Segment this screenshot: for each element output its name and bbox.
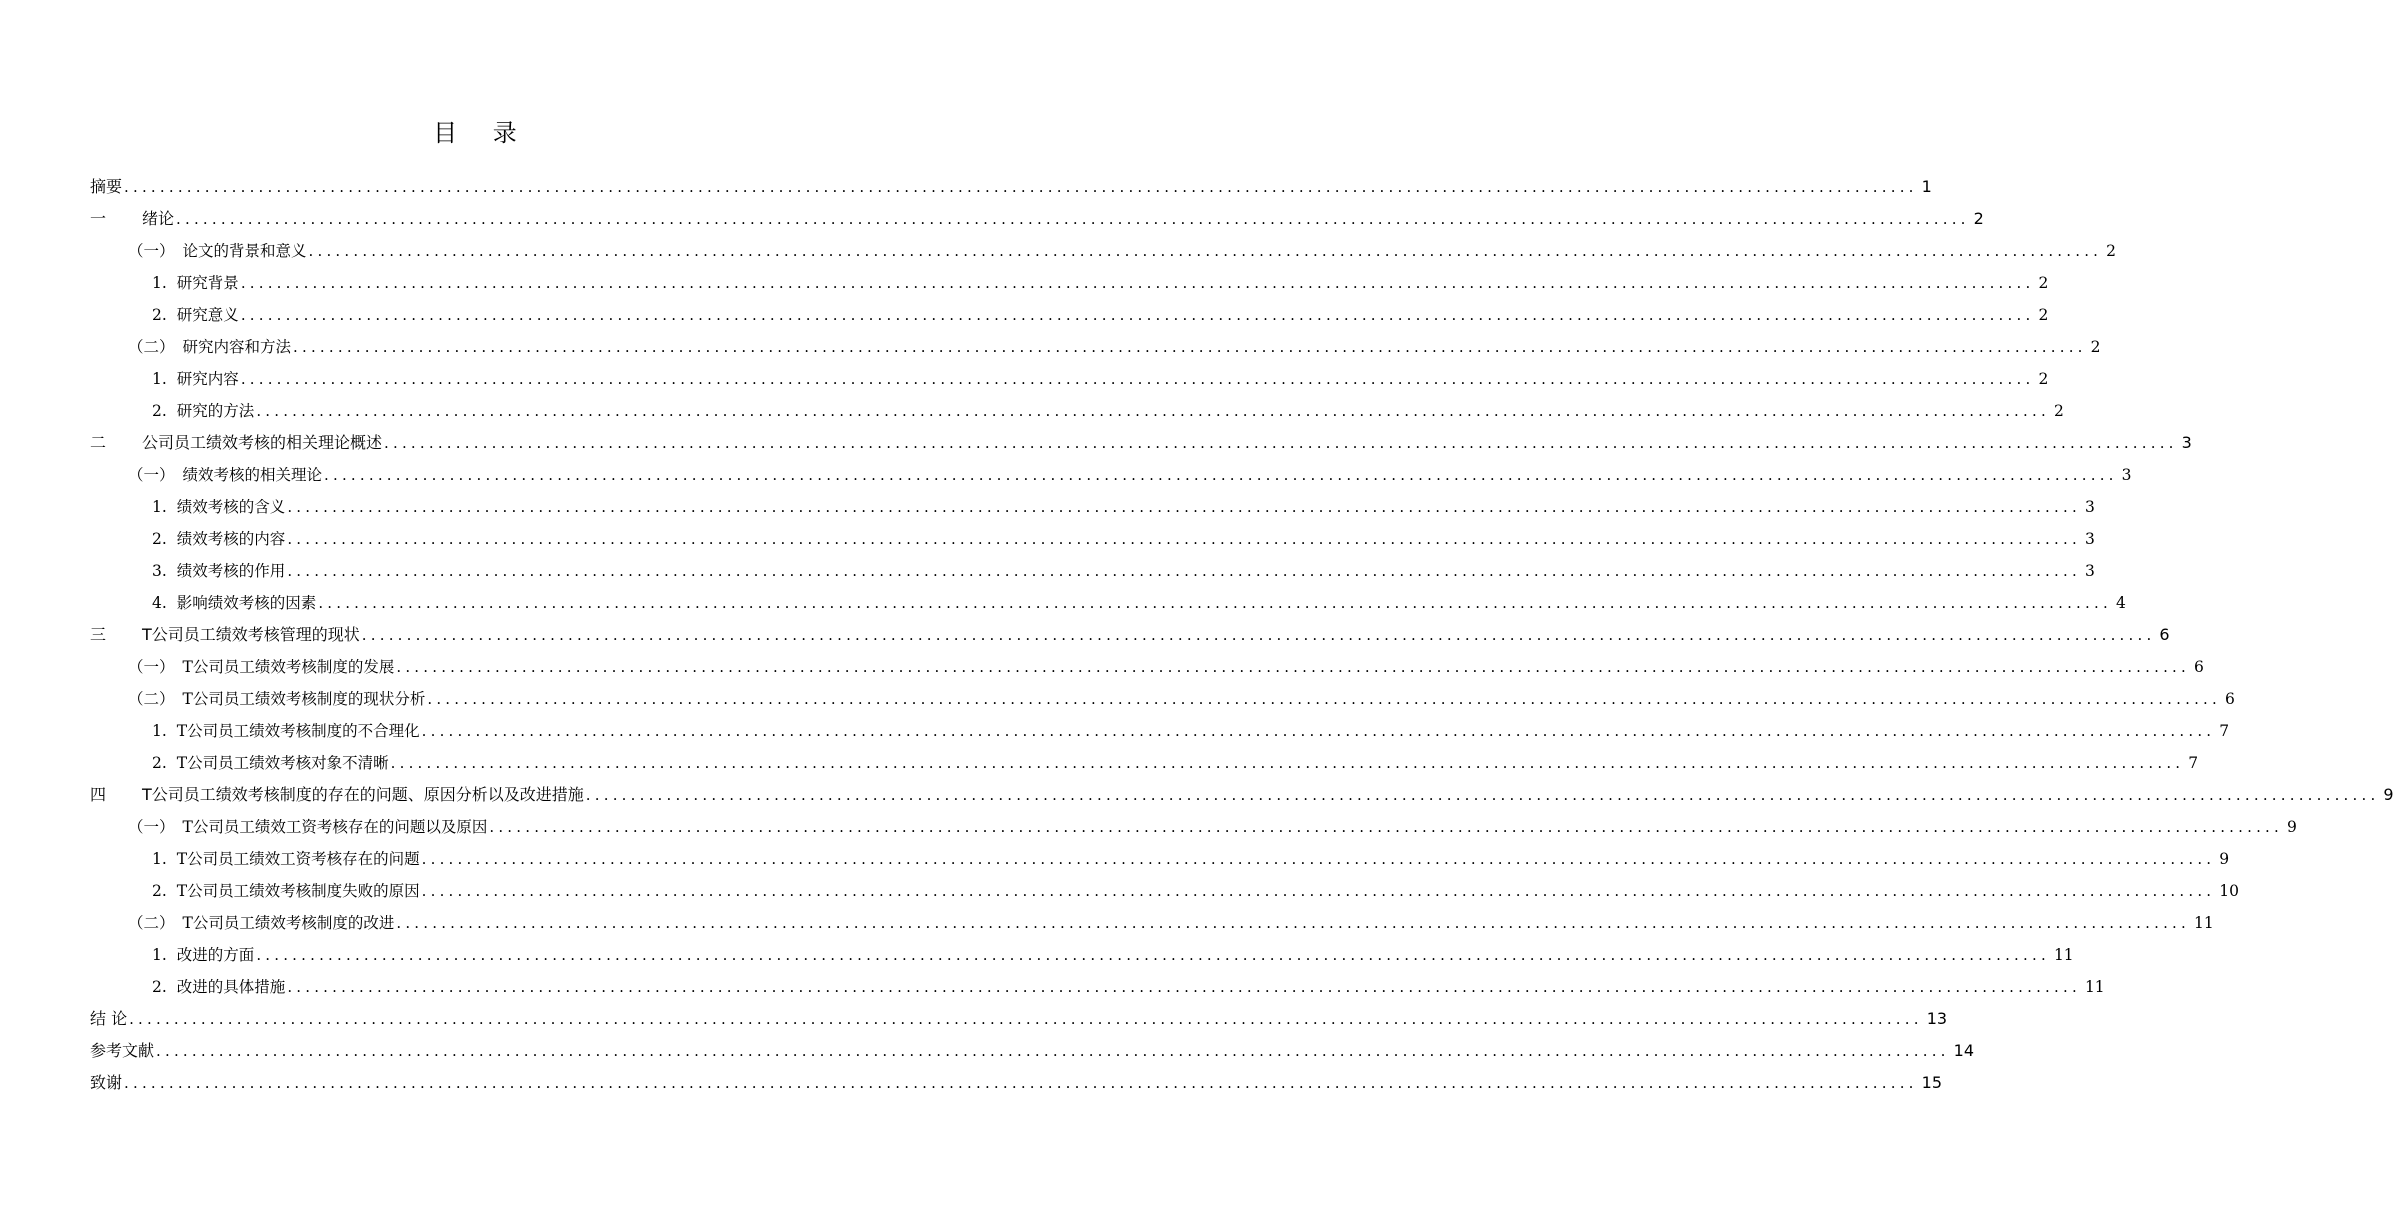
toc-entry[interactable] (90, 779, 2394, 811)
toc-entry-page-number: 2 (2106, 242, 2117, 260)
dot-leader: ........................................................................................................................................................................................................ (390, 754, 2185, 772)
toc-entry[interactable] (90, 235, 2117, 267)
toc-entry[interactable] (90, 747, 2199, 779)
toc-entry-page-number: 1 (1921, 177, 1932, 196)
toc-entry-text: 研究的方法 (176, 402, 255, 420)
toc-entry[interactable] (90, 587, 2126, 619)
toc-entry-number: 二 (90, 433, 107, 452)
dot-leader: ........................................................................................................................................................................................................ (361, 626, 2156, 644)
toc-entry-label (152, 587, 316, 619)
toc-entry-page-number: 11 (2084, 978, 2105, 996)
toc-entry-label (128, 683, 425, 715)
dot-leader: ........................................................................................................................................................................................................ (156, 1042, 1950, 1060)
toc-entry[interactable] (90, 971, 2105, 1003)
toc-entry-number: 三 (90, 625, 107, 644)
toc-title: 目 录 (433, 119, 531, 147)
toc-entry-label (152, 555, 285, 587)
toc-entry-text: T公司员工绩效工资考核存在的问题以及原因 (182, 818, 488, 836)
dot-leader: ........................................................................................................................................................................................................ (318, 594, 2112, 612)
toc-entry-text: 绩效考核的含义 (176, 498, 286, 516)
dot-leader: ........................................................................................................................................................................................................ (256, 946, 2050, 964)
toc-entry-label (152, 715, 420, 747)
toc-entry-page-number: 9 (2383, 785, 2394, 804)
toc-entry-page-number: 9 (2219, 850, 2230, 868)
toc-entry[interactable] (90, 331, 2101, 363)
toc-entry-text: 研究内容和方法 (182, 338, 292, 356)
toc-entry[interactable] (90, 683, 2235, 715)
toc-entry-text: 摘要 (90, 177, 123, 196)
toc-entry-label (152, 971, 285, 1003)
toc-entry-text: 参考文献 (90, 1041, 155, 1060)
toc-entry[interactable] (90, 907, 2214, 939)
dot-leader: ........................................................................................................................................................................................................ (129, 1010, 1923, 1028)
toc-entry-number: 3. (152, 562, 167, 580)
toc-entry-page-number: 3 (2121, 466, 2132, 484)
toc-entry[interactable] (90, 939, 2074, 971)
toc-entry[interactable] (90, 1035, 1974, 1067)
toc-entry-number: 2. (152, 754, 167, 772)
toc-entry-page-number: 6 (2159, 625, 2170, 644)
toc-entry-text: 研究内容 (176, 370, 239, 388)
toc-entry[interactable] (90, 427, 2192, 459)
toc-entry-number: （一） (128, 466, 175, 484)
dot-leader: ........................................................................................................................................................................................................ (240, 274, 2035, 292)
toc-entry[interactable] (90, 555, 2095, 587)
toc-entry[interactable] (90, 619, 2170, 651)
toc-entry-number: （一） (128, 242, 175, 260)
toc-entry-label (90, 427, 382, 459)
toc-entry-text: 研究意义 (176, 306, 239, 324)
toc-entry-page-number: 13 (1926, 1009, 1948, 1028)
toc-entry-number: 2. (152, 978, 167, 996)
toc-entry-page-number: 11 (2193, 914, 2214, 932)
toc-entry-page-number: 6 (2224, 690, 2235, 708)
toc-entry-label (152, 875, 420, 907)
toc-entry-number: （二） (128, 338, 175, 356)
toc-entry-label (152, 747, 389, 779)
toc-entry-page-number: 14 (1953, 1041, 1974, 1060)
toc-entry-page-number: 7 (2219, 722, 2230, 740)
toc-entry[interactable] (90, 875, 2239, 907)
toc-entry-text: 论文的背景和意义 (182, 242, 307, 260)
toc-entry-label (90, 779, 584, 811)
dot-leader: ........................................................................................................................................................................................................ (324, 466, 2118, 484)
toc-entry-page-number: 3 (2084, 530, 2095, 548)
dot-leader: ........................................................................................................................................................................................................ (176, 210, 1970, 228)
toc-entry[interactable] (90, 171, 1932, 203)
dot-leader: ........................................................................................................................................................................................................ (421, 882, 2216, 900)
toc-entry[interactable] (90, 1067, 1942, 1099)
toc-entry-text: T公司员工绩效考核对象不清晰 (176, 754, 389, 772)
dot-leader: ........................................................................................................................................................................................................ (421, 722, 2216, 740)
dot-leader: ........................................................................................................................................................................................................ (240, 306, 2035, 324)
toc-entry-number: 2. (152, 882, 167, 900)
toc-entry-number: （一） (128, 658, 175, 676)
toc-entry-label (128, 907, 394, 939)
toc-entry-label (90, 619, 360, 651)
toc-entry-page-number: 2 (1973, 209, 1984, 228)
toc-entry-label (152, 843, 420, 875)
toc-entry[interactable] (90, 843, 2230, 875)
toc-entry-label (128, 651, 394, 683)
toc-entry[interactable] (90, 203, 1984, 235)
toc-entry[interactable] (90, 267, 2049, 299)
toc-entry-number: （二） (128, 914, 175, 932)
dot-leader: ........................................................................................................................................................................................................ (124, 1074, 1918, 1092)
toc-entry-label (152, 267, 239, 299)
toc-entry-number: 1. (152, 946, 167, 964)
toc-entry-page-number: 11 (2053, 946, 2074, 964)
toc-entry-page-number: 2 (2038, 370, 2049, 388)
toc-entry-label (152, 299, 239, 331)
dot-leader: ........................................................................................................................................................................................................ (427, 690, 2221, 708)
toc-entry[interactable] (90, 299, 2049, 331)
toc-entry-text: 改进的方面 (176, 946, 255, 964)
toc-entry-text: 绪论 (142, 209, 175, 228)
toc-entry[interactable] (90, 363, 2049, 395)
toc-entry-number: （二） (128, 690, 175, 708)
toc-entry-number: 4. (152, 594, 167, 612)
toc-entry-page-number: 2 (2090, 338, 2101, 356)
toc-entry-number: 2. (152, 306, 167, 324)
toc-entry-text: T公司员工绩效考核制度的改进 (182, 914, 395, 932)
toc-entry[interactable] (90, 491, 2095, 523)
toc-entry-label (152, 491, 285, 523)
toc-entry-label (128, 811, 487, 843)
toc-entry[interactable] (90, 1003, 1948, 1035)
toc-entry-page-number: 3 (2084, 498, 2095, 516)
dot-leader: ........................................................................................................................................................................................................ (396, 658, 2190, 676)
toc-entry-page-number: 3 (2084, 562, 2095, 580)
dot-leader: ........................................................................................................................................................................................................ (308, 242, 2103, 260)
toc-entry-text: T公司员工绩效考核制度的现状分析 (182, 690, 426, 708)
dot-leader: ........................................................................................................................................................................................................ (384, 434, 2178, 452)
dot-leader: ........................................................................................................................................................................................................ (287, 978, 2081, 996)
toc-entry-number: 一 (90, 209, 107, 228)
toc-entry-label (90, 203, 174, 235)
toc-entry-page-number: 15 (1921, 1073, 1942, 1092)
toc-entry[interactable] (90, 395, 2064, 427)
toc-entry[interactable] (90, 651, 2204, 683)
toc-entry-number: 1. (152, 274, 167, 292)
toc-entry-number: 1. (152, 850, 167, 868)
toc-entry-text: 致谢 (90, 1073, 123, 1092)
toc-entry-page-number: 10 (2219, 882, 2239, 900)
toc-entry-number: 2. (152, 530, 167, 548)
toc-entry-label (128, 459, 322, 491)
dot-leader: ........................................................................................................................................................................................................ (489, 818, 2283, 836)
toc-entry-page-number: 4 (2115, 594, 2126, 612)
toc-entry-label (128, 235, 307, 267)
toc-entry-page-number: 2 (2053, 402, 2064, 420)
dot-leader: ........................................................................................................................................................................................................ (396, 914, 2190, 932)
toc-entry-number: 1. (152, 722, 167, 740)
toc-entry-number: 2. (152, 402, 167, 420)
toc-entry-text: 结 论 (90, 1009, 128, 1028)
toc-entry-label (90, 1035, 154, 1067)
toc-entry-label (128, 331, 291, 363)
toc-entry-page-number: 7 (2188, 754, 2199, 772)
toc-entry-label (152, 523, 285, 555)
toc-list (90, 171, 2394, 1099)
toc-entry-label (152, 395, 254, 427)
toc-entry-label (152, 939, 254, 971)
toc-entry-page-number: 2 (2038, 274, 2049, 292)
toc-entry-page-number: 6 (2193, 658, 2204, 676)
toc-entry-number: 1. (152, 498, 167, 516)
toc-entry-text: T公司员工绩效考核制度的存在的问题、原因分析以及改进措施 (142, 785, 584, 804)
toc-entry-text: 影响绩效考核的因素 (176, 594, 317, 612)
toc-entry-label (90, 171, 122, 203)
toc-entry-label (152, 363, 239, 395)
dot-leader: ........................................................................................................................................................................................................ (124, 178, 1918, 196)
toc-entry-number: 四 (90, 785, 107, 804)
toc-entry-text: T公司员工绩效考核制度的发展 (182, 658, 395, 676)
toc-entry-text: 改进的具体措施 (176, 978, 286, 996)
dot-leader: ........................................................................................................................................................................................................ (287, 498, 2081, 516)
toc-entry-number: 1. (152, 370, 167, 388)
dot-leader: ........................................................................................................................................................................................................ (293, 338, 2087, 356)
dot-leader: ........................................................................................................................................................................................................ (287, 530, 2081, 548)
dot-leader: ........................................................................................................................................................................................................ (421, 850, 2216, 868)
toc-entry-text: T公司员工绩效考核管理的现状 (142, 625, 360, 644)
toc-entry[interactable] (90, 715, 2230, 747)
toc-entry-text: 绩效考核的相关理论 (182, 466, 323, 484)
toc-entry-text: 公司员工绩效考核的相关理论概述 (142, 433, 383, 452)
toc-entry-page-number: 2 (2038, 306, 2049, 324)
toc-entry[interactable] (90, 523, 2095, 555)
toc-entry-text: T公司员工绩效考核制度失败的原因 (176, 882, 420, 900)
dot-leader: ........................................................................................................................................................................................................ (256, 402, 2050, 420)
dot-leader: ........................................................................................................................................................................................................ (240, 370, 2035, 388)
toc-entry-page-number: 9 (2286, 818, 2297, 836)
toc-entry-text: 绩效考核的作用 (176, 562, 286, 580)
toc-entry-number: （一） (128, 818, 175, 836)
toc-entry[interactable] (90, 811, 2297, 843)
toc-entry-page-number: 3 (2181, 433, 2192, 452)
toc-entry-label (90, 1067, 122, 1099)
dot-leader: ........................................................................................................................................................................................................ (585, 786, 2380, 804)
toc-entry-text: T公司员工绩效考核制度的不合理化 (176, 722, 420, 740)
toc-entry[interactable] (90, 459, 2132, 491)
toc-entry-label (90, 1003, 127, 1035)
dot-leader: ........................................................................................................................................................................................................ (287, 562, 2081, 580)
toc-entry-text: 研究背景 (176, 274, 239, 292)
toc-entry-text: T公司员工绩效工资考核存在的问题 (176, 850, 420, 868)
toc-entry-text: 绩效考核的内容 (176, 530, 286, 548)
